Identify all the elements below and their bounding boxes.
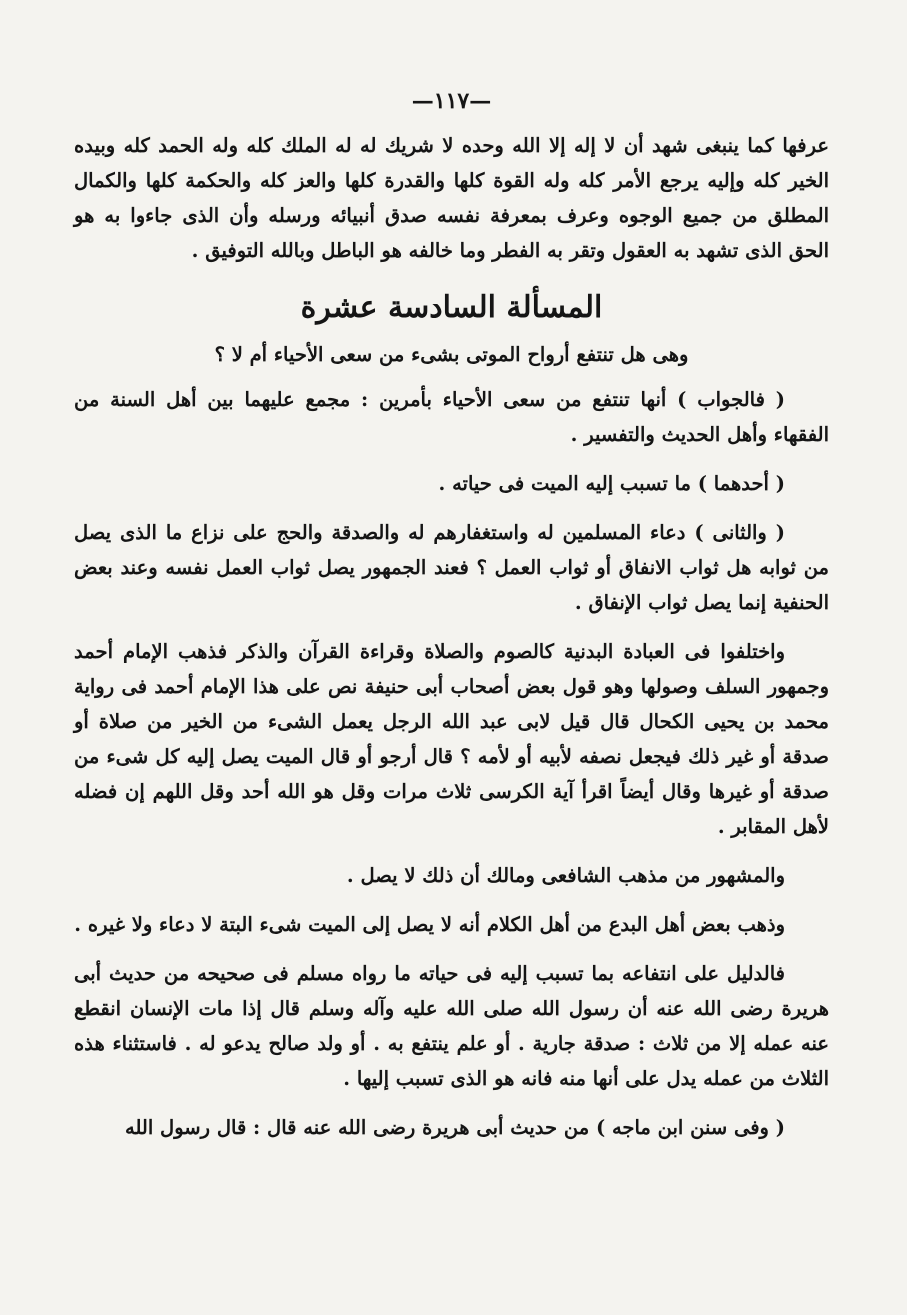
section-question: وهى هل تنتفع أرواح الموتى بشىء من سعى الأحياء أم لا ؟: [214, 343, 689, 366]
section-heading: المسألة السادسة عشرة: [300, 290, 603, 325]
paragraph-shafii: والمشهور من مذهب الشافعى ومالك أن ذلك لا يصل .: [346, 864, 785, 887]
page-number: —١١٧—: [411, 88, 492, 114]
paragraph-innovators: وذهب بعض أهل البدع من أهل الكلام أنه لا يصل إلى الميت شىء البتة لا دعاء ولا غيره .: [74, 913, 785, 936]
paragraph-answer: ( فالجواب ) أنها تنتفع من سعى الأحياء بأمرين : مجمع عليهما بين أهل السنة من الفقهاء وأهل الحديث والتفسير .: [74, 388, 829, 446]
paragraph-first: ( أحدهما ) ما تسبب إليه الميت فى حياته .: [438, 472, 785, 495]
intro-paragraph: عرفها كما ينبغى شهد أن لا إله إلا الله وحده لا شريك له له الملك كله وله الحمد كله وبيده الخير كله وإليه يرجع الأمر كله وله القوة كلها والقدرة كلها والعز كله والحكمة كلها والكمال المطلق من جميع الوجوه وعرف بمعرفة نفسه صدق أنبيائه ورسله وأن الذى جاءوا به هو الحق الذى تشهد به العقول وتقر به الفطر وما خالفه هو الباطل وبالله التوفيق .: [74, 134, 829, 262]
paragraph-disagreement: واختلفوا فى العبادة البدنية كالصوم والصلاة وقراءة القرآن والذكر فذهب الإمام أحمد وجمهور السلف وصولها وهو قول بعض أصحاب أبى حنيفة نص على هذا الإمام أحمد فى رواية محمد بن يحيى الكحال قال قيل لابى عبد الله الرجل يعمل الشىء من الخير من صلاة أو صدقة أو غير ذلك فيجعل نصفه لأبيه أو لأمه ؟ قال أرجو أو قال الميت يصل إليه كل شىء من صدقة أو غيرها وقال أيضاً اقرأ آية الكرسى ثلاث مرات وقل هو الله أحد وقل اللهم إن فضله لأهل المقابر .: [74, 640, 829, 838]
paragraph-second: ( والثانى ) دعاء المسلمين له واستغفارهم له والصدقة والحج على نزاع ما الذى يصل من ثوابه هل ثواب الانفاق أو ثواب العمل ؟ فعند الجمهور يصل ثواب العمل نفسه وعند بعض الحنفية إنما يصل ثواب الإنفاق .: [74, 521, 829, 614]
paragraph-evidence: فالدليل على انتفاعه بما تسبب إليه فى حياته ما رواه مسلم فى صحيحه من حديث أبى هريرة رضى الله عنه أن رسول الله صلى الله عليه وآله وسلم قال إذا مات الإنسان انقطع عنه عمله إلا من ثلاث : صدقة جارية . أو علم ينتفع به . أو ولد صالح يدعو له . فاستثناء هذه الثلاث من عمله يدل على أنها منه فانه هو الذى تسبب إليها .: [74, 962, 829, 1090]
paragraph-ibn-majah: ( وفى سنن ابن ماجه ) من حديث أبى هريرة رضى الله عنه قال : قال رسول الله: [124, 1116, 785, 1139]
